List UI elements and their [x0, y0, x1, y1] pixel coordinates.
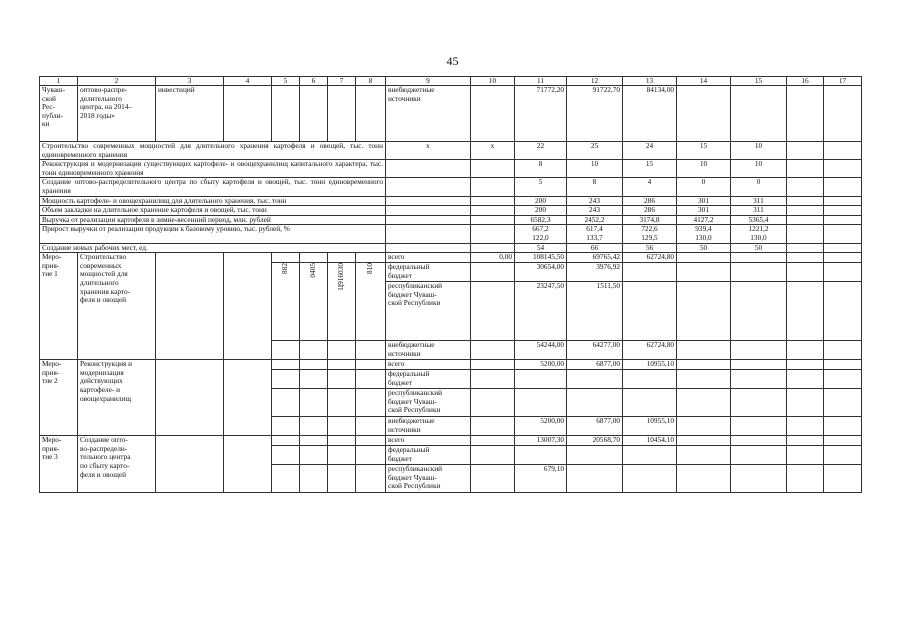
indicator-value: 56	[623, 243, 677, 253]
indicator-label: Прирост выручки от реализации продукции к базовому уровню, тыс. рублей, %	[40, 225, 386, 243]
table-cell	[300, 341, 328, 360]
table-cell	[731, 389, 787, 417]
table-cell	[356, 446, 386, 465]
column-number: 15	[731, 77, 787, 86]
indicator-row	[40, 160, 862, 178]
table-cell	[356, 465, 386, 493]
table-cell	[824, 206, 862, 216]
source-cell: федеральный бюджет	[386, 370, 471, 389]
page-number: 45	[446, 54, 459, 68]
table-cell	[787, 341, 824, 360]
table-cell	[787, 389, 824, 417]
table-cell	[356, 417, 386, 436]
indicator-value: 617,4 133,7	[567, 225, 623, 243]
table-cell: х	[471, 142, 515, 160]
table-cell	[471, 243, 515, 253]
table-cell	[328, 341, 356, 360]
funding-type-cell: инвестиций	[156, 86, 224, 142]
table-cell	[731, 86, 787, 142]
table-cell	[272, 436, 300, 446]
column-number: 14	[677, 77, 731, 86]
table-cell	[386, 196, 471, 206]
table-cell: 10454,10	[623, 436, 677, 446]
table-cell	[787, 465, 824, 493]
table-cell	[515, 370, 567, 389]
table-cell	[356, 389, 386, 417]
table-cell	[623, 446, 677, 465]
table-cell	[328, 436, 356, 446]
indicator-value: 939,4 130,0	[677, 225, 731, 243]
table-cell: 1511,50	[567, 282, 623, 341]
indicator-value: 0	[731, 178, 787, 196]
table-cell: 6877,00	[567, 417, 623, 436]
table-cell	[567, 446, 623, 465]
table-cell: 20568,70	[567, 436, 623, 446]
indicator-value: 8	[515, 160, 567, 178]
column-number: 16	[787, 77, 824, 86]
table-cell	[677, 341, 731, 360]
source-cell: республиканский бюджет Чуваш- ской Республики	[386, 282, 471, 341]
indicator-value: 1221,2 130,0	[731, 225, 787, 243]
table-cell	[787, 360, 824, 370]
table-cell: 64277,00	[567, 341, 623, 360]
table-cell	[623, 465, 677, 493]
table-cell	[677, 446, 731, 465]
event-row	[40, 436, 862, 446]
table-cell	[300, 86, 328, 142]
table-cell	[677, 86, 731, 142]
indicator-value: 3174,8	[623, 215, 677, 225]
table-cell	[824, 196, 862, 206]
indicator-value: 54	[515, 243, 567, 253]
table-cell	[300, 389, 328, 417]
indicator-value: 24	[623, 142, 677, 160]
table-cell	[272, 465, 300, 493]
source-cell: всего	[386, 436, 471, 446]
table-cell	[731, 263, 787, 282]
table-cell: 69765,42	[567, 253, 623, 263]
indicator-value: 15	[677, 142, 731, 160]
table-cell	[272, 253, 300, 263]
table-cell	[731, 282, 787, 341]
table-cell: 13007,30	[515, 436, 567, 446]
table-cell	[824, 417, 862, 436]
event-name: Меро- прия- тие 3	[40, 436, 78, 493]
table-cell: 23247,50	[515, 282, 567, 341]
table-cell	[471, 263, 515, 282]
table-cell	[300, 253, 328, 263]
indicator-value: 243	[567, 196, 623, 206]
header-row	[40, 77, 862, 86]
table-cell	[787, 178, 824, 196]
table-cell	[824, 160, 862, 178]
table-cell	[386, 225, 471, 243]
table-cell	[787, 160, 824, 178]
indicator-label: Создание оптово-распределительного центра по сбыту картофеля и овощей, тыс. тонн единовременного хранения	[40, 178, 386, 196]
table-cell	[824, 360, 862, 370]
table-cell: 71772,20	[515, 86, 567, 142]
table-cell	[787, 215, 824, 225]
indicator-row	[40, 142, 862, 160]
indicator-label: Объем закладки на длительное хранение картофеля и овощей, тыс. тонн	[40, 206, 386, 216]
region-cell: Чуваш- ской Рес- публи- ки	[40, 86, 78, 142]
table-cell	[787, 446, 824, 465]
table-cell: 84134,00	[623, 86, 677, 142]
table-cell	[824, 446, 862, 465]
table-cell: 10955,10	[623, 417, 677, 436]
table-cell	[731, 465, 787, 493]
indicator-row	[40, 243, 862, 253]
source-cell: всего	[386, 253, 471, 263]
budget-code-cell	[272, 263, 300, 341]
event-name: Меро- прия- тие 2	[40, 360, 78, 436]
indicator-value: 10	[567, 160, 623, 178]
indicator-value: 722,6 129,5	[623, 225, 677, 243]
table-cell	[787, 196, 824, 206]
table-cell	[824, 465, 862, 493]
table-cell	[471, 160, 515, 178]
table-cell: 30654,00	[515, 263, 567, 282]
table-row	[40, 86, 862, 142]
source-cell: внебюджетные источники	[386, 341, 471, 360]
program-name-cell: оптово-распре- делительного центра, на 2014– 2018 годы»	[78, 86, 156, 142]
table-cell	[824, 370, 862, 389]
table-cell	[677, 389, 731, 417]
table-cell	[272, 389, 300, 417]
table-cell: 91722,70	[567, 86, 623, 142]
table-cell	[623, 389, 677, 417]
event-row	[40, 253, 862, 263]
indicator-value: 66	[567, 243, 623, 253]
table-cell	[567, 370, 623, 389]
indicator-value: 301	[677, 206, 731, 216]
indicator-value: 6582,3	[515, 215, 567, 225]
source-cell: внебюджетные источники	[386, 417, 471, 436]
table-cell	[824, 243, 862, 253]
indicator-value: 301	[677, 196, 731, 206]
indicator-value: 5	[515, 178, 567, 196]
table-cell	[677, 436, 731, 446]
table-cell	[787, 370, 824, 389]
table-cell	[787, 206, 824, 216]
table-cell	[328, 360, 356, 370]
table-cell	[731, 253, 787, 263]
indicator-value: 50	[731, 243, 787, 253]
indicator-row	[40, 178, 862, 196]
event-row	[40, 360, 862, 370]
budget-code-cell	[356, 263, 386, 341]
table-cell	[623, 263, 677, 282]
table-cell	[471, 215, 515, 225]
table-cell	[356, 86, 386, 142]
indicator-value: 8	[567, 178, 623, 196]
column-number: 12	[567, 77, 623, 86]
table-cell	[328, 417, 356, 436]
table-cell	[471, 446, 515, 465]
table-cell	[731, 341, 787, 360]
budget-code: 0405	[308, 263, 318, 278]
indicator-label: Выручка от реализации картофеля в зимне-весенний период, млн. рублей	[40, 215, 386, 225]
indicator-value: 22	[515, 142, 567, 160]
column-number: 2	[78, 77, 156, 86]
budget-code-cell	[328, 263, 356, 341]
table-cell	[356, 253, 386, 263]
indicator-label: Мощность картофеле- и овощехранилищ для длительного хранения, тыс. тонн	[40, 196, 386, 206]
table-cell	[677, 263, 731, 282]
table-cell	[787, 86, 824, 142]
indicator-value: 667,2 122,0	[515, 225, 567, 243]
indicator-label: Создание новых рабочих мест, ед.	[40, 243, 386, 253]
table-cell	[328, 253, 356, 263]
table-cell	[272, 360, 300, 370]
indicator-value: 50	[677, 243, 731, 253]
indicator-row	[40, 206, 862, 216]
indicator-value: 286	[623, 206, 677, 216]
table-cell	[328, 389, 356, 417]
table-cell: 679,10	[515, 465, 567, 493]
table-cell	[567, 389, 623, 417]
table-cell	[386, 178, 471, 196]
table-cell	[824, 436, 862, 446]
table-cell	[731, 417, 787, 436]
indicator-value: 243	[567, 206, 623, 216]
table-cell	[386, 215, 471, 225]
table-cell	[272, 86, 300, 142]
table-cell	[567, 465, 623, 493]
column-number: 1	[40, 77, 78, 86]
event-title: Создание опто- во-распредели- тельного центра по сбыту карто- феля и овощей	[78, 436, 156, 493]
table-cell	[300, 436, 328, 446]
table-cell	[824, 263, 862, 282]
table-cell	[300, 446, 328, 465]
budget-code-cell	[300, 263, 328, 341]
indicator-value: 10	[731, 142, 787, 160]
source-cell: внебюджетные источники	[386, 86, 471, 142]
table-cell	[272, 341, 300, 360]
indicator-value: 10	[677, 160, 731, 178]
table-cell	[824, 215, 862, 225]
column-number: 6	[300, 77, 328, 86]
source-cell: всего	[386, 360, 471, 370]
indicator-value: 4127,2	[677, 215, 731, 225]
column-number: 7	[328, 77, 356, 86]
table-cell	[824, 225, 862, 243]
table-cell	[300, 370, 328, 389]
table-cell	[471, 436, 515, 446]
table-cell	[787, 253, 824, 263]
table-cell	[328, 465, 356, 493]
table-cell	[677, 417, 731, 436]
table-cell	[731, 446, 787, 465]
table-cell	[471, 282, 515, 341]
table-cell	[224, 436, 272, 493]
table-cell	[300, 465, 328, 493]
table-cell: 3976,92	[567, 263, 623, 282]
table-cell	[156, 360, 224, 436]
budget-code: 810	[365, 263, 375, 275]
column-number: 10	[471, 77, 515, 86]
indicator-row	[40, 215, 862, 225]
table-cell	[471, 86, 515, 142]
table-cell	[787, 243, 824, 253]
indicator-row	[40, 225, 862, 243]
table-cell	[623, 370, 677, 389]
indicator-value: 25	[567, 142, 623, 160]
table-cell: 6877,00	[567, 360, 623, 370]
table-cell	[156, 436, 224, 493]
table-cell	[471, 206, 515, 216]
budget-code: Ц916030	[336, 263, 346, 291]
table-cell	[824, 341, 862, 360]
table-cell	[731, 436, 787, 446]
table-cell	[386, 206, 471, 216]
indicator-value: 200	[515, 196, 567, 206]
source-cell: федеральный бюджет	[386, 446, 471, 465]
table-cell	[824, 282, 862, 341]
budget-code: 882	[280, 263, 290, 275]
table-cell	[824, 142, 862, 160]
table-cell	[356, 360, 386, 370]
table-cell	[224, 86, 272, 142]
table-cell	[386, 160, 471, 178]
column-number: 11	[515, 77, 567, 86]
table-cell	[787, 263, 824, 282]
table-cell	[386, 243, 471, 253]
table-cell: 10955,10	[623, 360, 677, 370]
indicator-value: 311	[731, 196, 787, 206]
program-table	[39, 76, 862, 493]
indicator-value: 200	[515, 206, 567, 216]
table-cell	[471, 178, 515, 196]
table-cell	[356, 370, 386, 389]
table-cell	[731, 360, 787, 370]
table-cell	[677, 370, 731, 389]
table-cell: 54244,00	[515, 341, 567, 360]
column-number: 4	[224, 77, 272, 86]
table-cell	[824, 86, 862, 142]
table-cell	[471, 360, 515, 370]
table-cell	[677, 253, 731, 263]
table-cell	[677, 465, 731, 493]
table-cell	[272, 370, 300, 389]
table-cell	[515, 389, 567, 417]
table-cell	[300, 360, 328, 370]
table-cell	[677, 360, 731, 370]
indicator-value: 2452,2	[567, 215, 623, 225]
indicator-value: 5365,4	[731, 215, 787, 225]
table-cell	[471, 465, 515, 493]
table-cell	[824, 253, 862, 263]
indicator-value: 0	[677, 178, 731, 196]
table-cell	[471, 417, 515, 436]
source-cell: республиканский бюджет Чуваш- ской Республики	[386, 465, 471, 493]
table-cell: 0,00	[471, 253, 515, 263]
table-cell	[471, 225, 515, 243]
table-cell	[328, 86, 356, 142]
column-number: 3	[156, 77, 224, 86]
table-cell	[824, 178, 862, 196]
indicator-value: 286	[623, 196, 677, 206]
table-cell	[731, 370, 787, 389]
table-cell	[787, 225, 824, 243]
source-cell: федеральный бюджет	[386, 263, 471, 282]
column-number: 17	[824, 77, 862, 86]
table-cell	[356, 436, 386, 446]
indicator-label: Реконструкция и модернизация существующих картофеле- и овощехранилищ капитального характера, тыс. тонн единовременного хранения	[40, 160, 386, 178]
table-cell	[224, 360, 272, 436]
table-cell	[787, 417, 824, 436]
indicator-value: 311	[731, 206, 787, 216]
table-cell	[471, 389, 515, 417]
column-number: 9	[386, 77, 471, 86]
table-cell	[824, 389, 862, 417]
table-cell	[471, 370, 515, 389]
event-title: Реконструкция и модернизация действующих картофеле- и овощехранилищ	[78, 360, 156, 436]
event-name: Меро- прия- тие 1	[40, 253, 78, 360]
column-number: 5	[272, 77, 300, 86]
column-number: 13	[623, 77, 677, 86]
table-cell	[272, 446, 300, 465]
table-cell	[787, 282, 824, 341]
table-cell	[677, 282, 731, 341]
table-cell: 108145,50	[515, 253, 567, 263]
table-cell	[328, 446, 356, 465]
column-number: 8	[356, 77, 386, 86]
source-cell: республиканский бюджет Чуваш- ской Республики	[386, 389, 471, 417]
indicator-value: 15	[623, 160, 677, 178]
table-cell: 5200,00	[515, 417, 567, 436]
indicator-row	[40, 196, 862, 206]
table-cell	[787, 142, 824, 160]
table-cell	[328, 370, 356, 389]
table-cell	[471, 341, 515, 360]
table-cell	[272, 417, 300, 436]
table-cell	[356, 341, 386, 360]
table-cell: х	[386, 142, 471, 160]
table-cell	[224, 253, 272, 360]
table-cell	[300, 417, 328, 436]
table-cell	[623, 282, 677, 341]
table-cell	[471, 196, 515, 206]
indicator-label: Строительство современных мощностей для длительного хранения картофеля и овощей, тыс. тонн единовременного хранения	[40, 142, 386, 160]
table-cell	[156, 253, 224, 360]
table-cell	[515, 446, 567, 465]
table-cell: 5200,00	[515, 360, 567, 370]
event-title: Строительство современных мощностей для длительного хранения карто- феля и овощей	[78, 253, 156, 360]
table-cell: 62724,80	[623, 341, 677, 360]
indicator-value: 4	[623, 178, 677, 196]
table-cell	[787, 436, 824, 446]
table-cell: 62724,80	[623, 253, 677, 263]
indicator-value: 10	[731, 160, 787, 178]
